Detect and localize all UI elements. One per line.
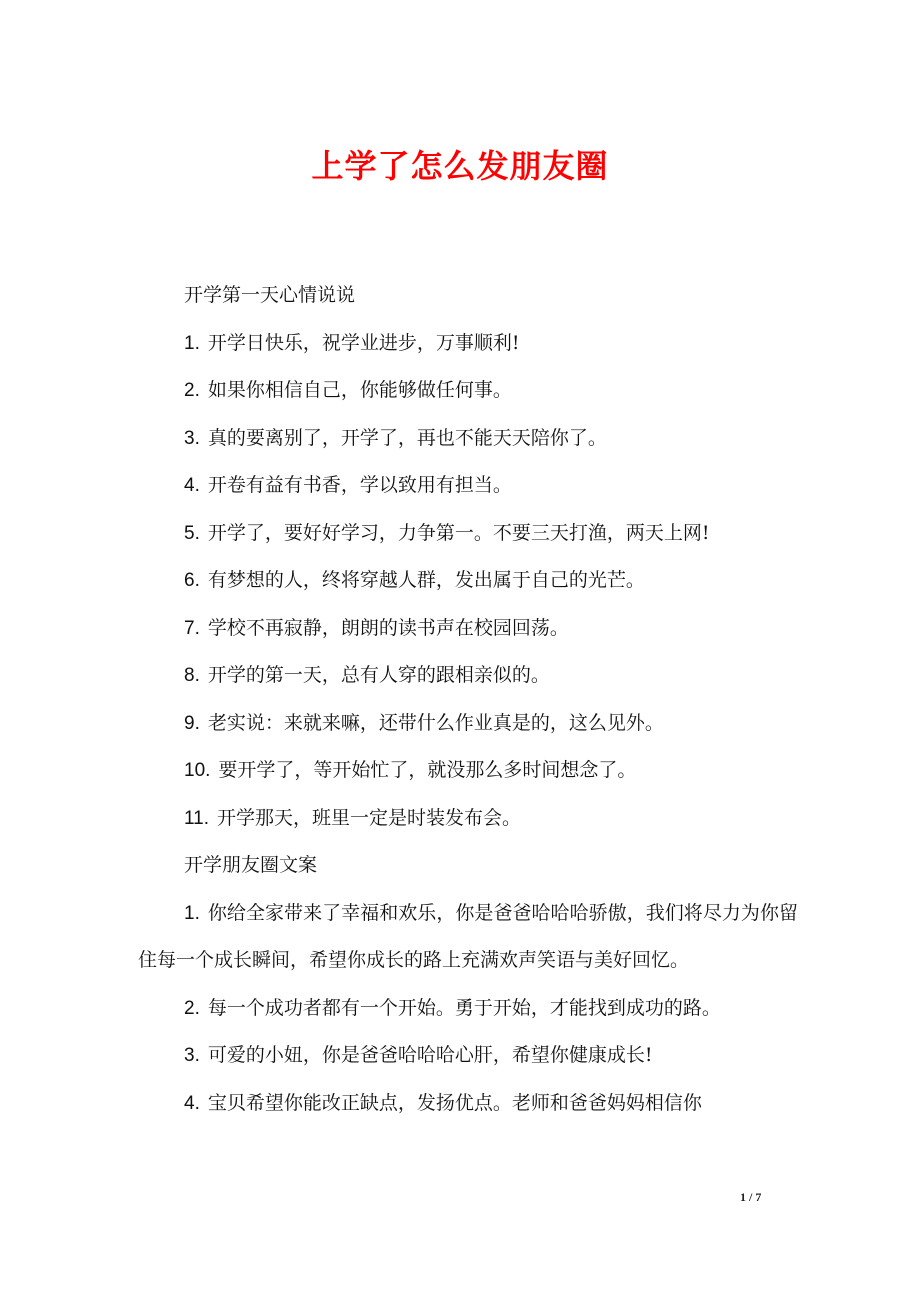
- item-number: 6.: [184, 570, 200, 591]
- item-text: 每一个成功者都有一个开始。勇于开始，才能找到成功的路。: [207, 996, 721, 1019]
- item-text: 宝贝希望你能改正缺点，发扬优点。老师和爸爸妈妈相信你: [207, 1091, 702, 1114]
- item-text: 开学日快乐，祝学业进步，万事顺利!: [207, 331, 520, 354]
- list-item: [138, 890, 798, 985]
- document-title: 上学了怎么发朋友圈: [311, 147, 609, 185]
- item-number: 1.: [184, 332, 200, 354]
- list-item: [138, 605, 798, 653]
- item-number: 9.: [184, 712, 200, 734]
- item-number: 8.: [184, 665, 200, 686]
- item-text: 可爱的小妞，你是爸爸哈哈哈心肝，希望你健康成长!: [207, 1044, 653, 1066]
- item-text: 开卷有益有书香，学以致用有担当。: [207, 474, 512, 496]
- item-text: 有梦想的人，终将穿越人群，发出属于自己的光芒。: [207, 569, 645, 591]
- list-item: [138, 367, 798, 415]
- item-number: 3.: [184, 427, 200, 449]
- list-item: [138, 985, 798, 1033]
- item-number: 10.: [184, 760, 211, 781]
- list-item: [138, 415, 798, 463]
- list-item: [138, 510, 798, 558]
- item-number: 2.: [184, 997, 200, 1019]
- item-number: 7.: [184, 617, 200, 639]
- item-text: 要开学了，等开始忙了，就没那么多时间想念了。: [218, 759, 637, 781]
- item-text: 学校不再寂静，朗朗的读书声在校园回荡。: [207, 616, 569, 639]
- section-heading: 开学朋友圈文案: [184, 854, 318, 876]
- item-text: 真的要离别了，开学了，再也不能天天陪你了。: [207, 426, 607, 449]
- item-number: 4.: [184, 475, 200, 496]
- item-number: 11.: [184, 807, 210, 829]
- list-item: [138, 1080, 798, 1128]
- item-text: 你给全家带来了幸福和欢乐，你是爸爸哈哈哈骄傲，我们将尽力为你留住每一个成长瞬间，希望你成长的路上充满欢声笑语与美好回忆。: [138, 901, 798, 971]
- item-number: 2.: [184, 380, 200, 401]
- item-text: 开学那天，班里一定是时装发布会。: [217, 806, 522, 829]
- item-text: 开学的第一天，总有人穿的跟相亲似的。: [207, 664, 550, 686]
- item-text: 开学了，要好好学习，力争第一。不要三天打渔，两天上网!: [207, 521, 710, 544]
- item-text: 老实说：来就来嘛，还带什么作业真是的，这么见外。: [207, 711, 664, 734]
- list-item: [138, 652, 798, 700]
- list-item: [138, 320, 798, 368]
- item-number: 4.: [184, 1092, 200, 1114]
- list-item: [138, 1032, 798, 1080]
- item-number: 3.: [184, 1045, 200, 1066]
- document-body: [138, 272, 798, 1127]
- item-number: 1.: [184, 902, 200, 924]
- list-item: [138, 462, 798, 510]
- list-item: [138, 747, 798, 795]
- section-heading: 开学第一天心情说说: [184, 284, 356, 306]
- list-item: [138, 700, 798, 748]
- list-item: [138, 795, 798, 843]
- item-number: 5.: [184, 522, 200, 544]
- list-item: [138, 557, 798, 605]
- page-number: 1 / 7: [740, 1190, 762, 1204]
- item-text: 如果你相信自己，你能够做任何事。: [207, 379, 512, 401]
